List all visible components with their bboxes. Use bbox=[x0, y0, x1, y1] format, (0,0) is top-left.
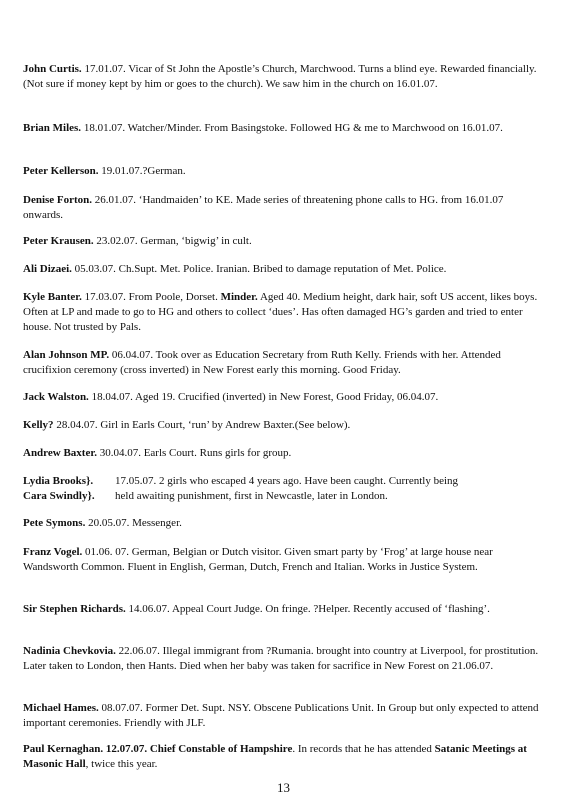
entry-jack-walston bbox=[23, 390, 546, 405]
entry-bold-text: Minder. bbox=[220, 291, 258, 303]
entry-paul-kernaghan bbox=[23, 742, 546, 772]
entry-name: Peter Krausen. bbox=[23, 235, 94, 247]
entry-bold-text: Chief Constable of Hampshire bbox=[149, 743, 293, 755]
entry-name: John Curtis. bbox=[23, 63, 82, 75]
entry-text: Aged 40. Medium height, dark hair, soft US accent, likes boys. Often at LP and made to go to HG and others to collect ‘dues’. Has often damaged HG’s garden and tried to enter house. Not trusted by Pals. bbox=[23, 291, 538, 333]
entry-text: 30.04.07. Earls Court. Runs girls for group. bbox=[99, 447, 292, 459]
entry-text: 14.06.07. Appeal Court Judge. On fringe. ?Helper. Recently accused of ‘flashing’. bbox=[128, 603, 490, 615]
entry-text: 19.01.07.?German. bbox=[101, 165, 186, 177]
entry-kelly bbox=[23, 418, 546, 433]
entry-brian-miles bbox=[23, 121, 546, 136]
entry-name: Jack Walston. bbox=[23, 391, 89, 403]
entry-text: 17.05.07. 2 girls who escaped 4 years ago. Have been caught. Currently being bbox=[115, 475, 459, 487]
entry-text: 28.04.07. Girl in Earls Court, ‘run’ by Andrew Baxter.(See below). bbox=[56, 419, 351, 431]
entry-name: Andrew Baxter. bbox=[23, 447, 97, 459]
entry-peter-kellerson bbox=[23, 164, 546, 179]
entry-lydia-cara bbox=[23, 474, 546, 504]
entry-name: Cara Swindly}. bbox=[23, 490, 95, 502]
entry-text: . In records that he has attended bbox=[292, 743, 432, 755]
entry-michael-hames bbox=[23, 701, 546, 731]
entry-name: Denise Forton. bbox=[23, 194, 93, 206]
entry-text: 18.04.07. Aged 19. Crucified (inverted) in New Forest, Good Friday, 06.04.07. bbox=[91, 391, 439, 403]
entry-name: Franz Vogel. bbox=[23, 546, 83, 558]
entry-text: 22.06.07. Illegal immigrant from ?Rumania. brought into country at Liverpool, for prostitution. Later taken to London, then Hants. Died when her baby was taken for sacrifice in New Forest on 21.06.07. bbox=[23, 645, 539, 672]
entry-name: Nadinia Chevkovia. bbox=[23, 645, 116, 657]
entry-text: held awaiting punishment, first in Newcastle, later in London. bbox=[115, 490, 388, 502]
entry-stephen-richards bbox=[23, 602, 546, 617]
entry-franz-vogel bbox=[23, 545, 546, 575]
entry-text: 08.07.07. Former Det. Supt. NSY. Obscene Publications Unit. In Group but only expected to attend important ceremonies. Friendly with JLF. bbox=[23, 702, 539, 729]
entry-text: 05.03.07. Ch.Supt. Met. Police. Iranian. Bribed to damage reputation of Met. Police. bbox=[74, 263, 447, 275]
entry-text: , twice this year. bbox=[85, 758, 158, 770]
entry-ali-dizaei bbox=[23, 262, 546, 277]
entry-text: 23.02.07. German, ‘bigwig’ in cult. bbox=[96, 235, 252, 247]
entry-name: Sir Stephen Richards. bbox=[23, 603, 126, 615]
entry-alan-johnson bbox=[23, 348, 546, 378]
entry-nadinia-chevkovia bbox=[23, 644, 546, 674]
entry-date: 12.07.07. bbox=[105, 743, 148, 755]
entry-name: Kelly? bbox=[23, 419, 54, 431]
entry-pete-symons bbox=[23, 516, 546, 531]
entry-text: 01.06. 07. German, Belgian or Dutch visitor. Given smart party by ‘Frog’ at large house near Wandsworth Common. Fluent in English, German, Dutch, French and Italian. Works in Justice System. bbox=[23, 546, 493, 573]
entry-name: Brian Miles. bbox=[23, 122, 82, 134]
entry-john-curtis bbox=[23, 62, 546, 92]
entry-text: 17.03.07. From Poole, Dorset. bbox=[84, 291, 218, 303]
entry-kyle-banter bbox=[23, 290, 546, 335]
entry-text: 26.01.07. ‘Handmaiden’ to KE. Made series of threatening phone calls to HG. from 16.01.07 onwards. bbox=[23, 194, 504, 221]
entry-name: Alan Johnson MP. bbox=[23, 349, 110, 361]
entry-name: Lydia Brooks}. bbox=[23, 475, 94, 487]
entry-text: 18.01.07. Watcher/Minder. From Basingstoke. Followed HG & me to Marchwood on 16.01.07. bbox=[83, 122, 503, 134]
entry-text: 20.05.07. Messenger. bbox=[88, 517, 182, 529]
entry-bold-text: Satanic Meetings at Masonic Hall bbox=[23, 743, 527, 770]
entry-name: Peter Kellerson. bbox=[23, 165, 99, 177]
entry-text: 17.01.07. Vicar of St John the Apostle’s Church, Marchwood. Turns a blind eye. Rewarded financially. (Not sure if money kept by him or goes to the church). We saw him in the church on 16.01.07. bbox=[23, 63, 537, 90]
entry-name: Paul Kernaghan. bbox=[23, 743, 104, 755]
entry-name: Michael Hames. bbox=[23, 702, 99, 714]
entry-name: Pete Symons. bbox=[23, 517, 86, 529]
entry-andrew-baxter bbox=[23, 446, 546, 461]
entry-name: Ali Dizaei. bbox=[23, 263, 72, 275]
entry-name: Kyle Banter. bbox=[23, 291, 82, 303]
entry-peter-krausen bbox=[23, 234, 546, 249]
entry-text: 06.04.07. Took over as Education Secretary from Ruth Kelly. Friends with her. Attended crucifixion ceremony (cross inverted) in New Forest early this morning. Good Friday. bbox=[23, 349, 501, 376]
page-number: 13 bbox=[277, 780, 290, 795]
entry-denise-forton bbox=[23, 193, 546, 223]
